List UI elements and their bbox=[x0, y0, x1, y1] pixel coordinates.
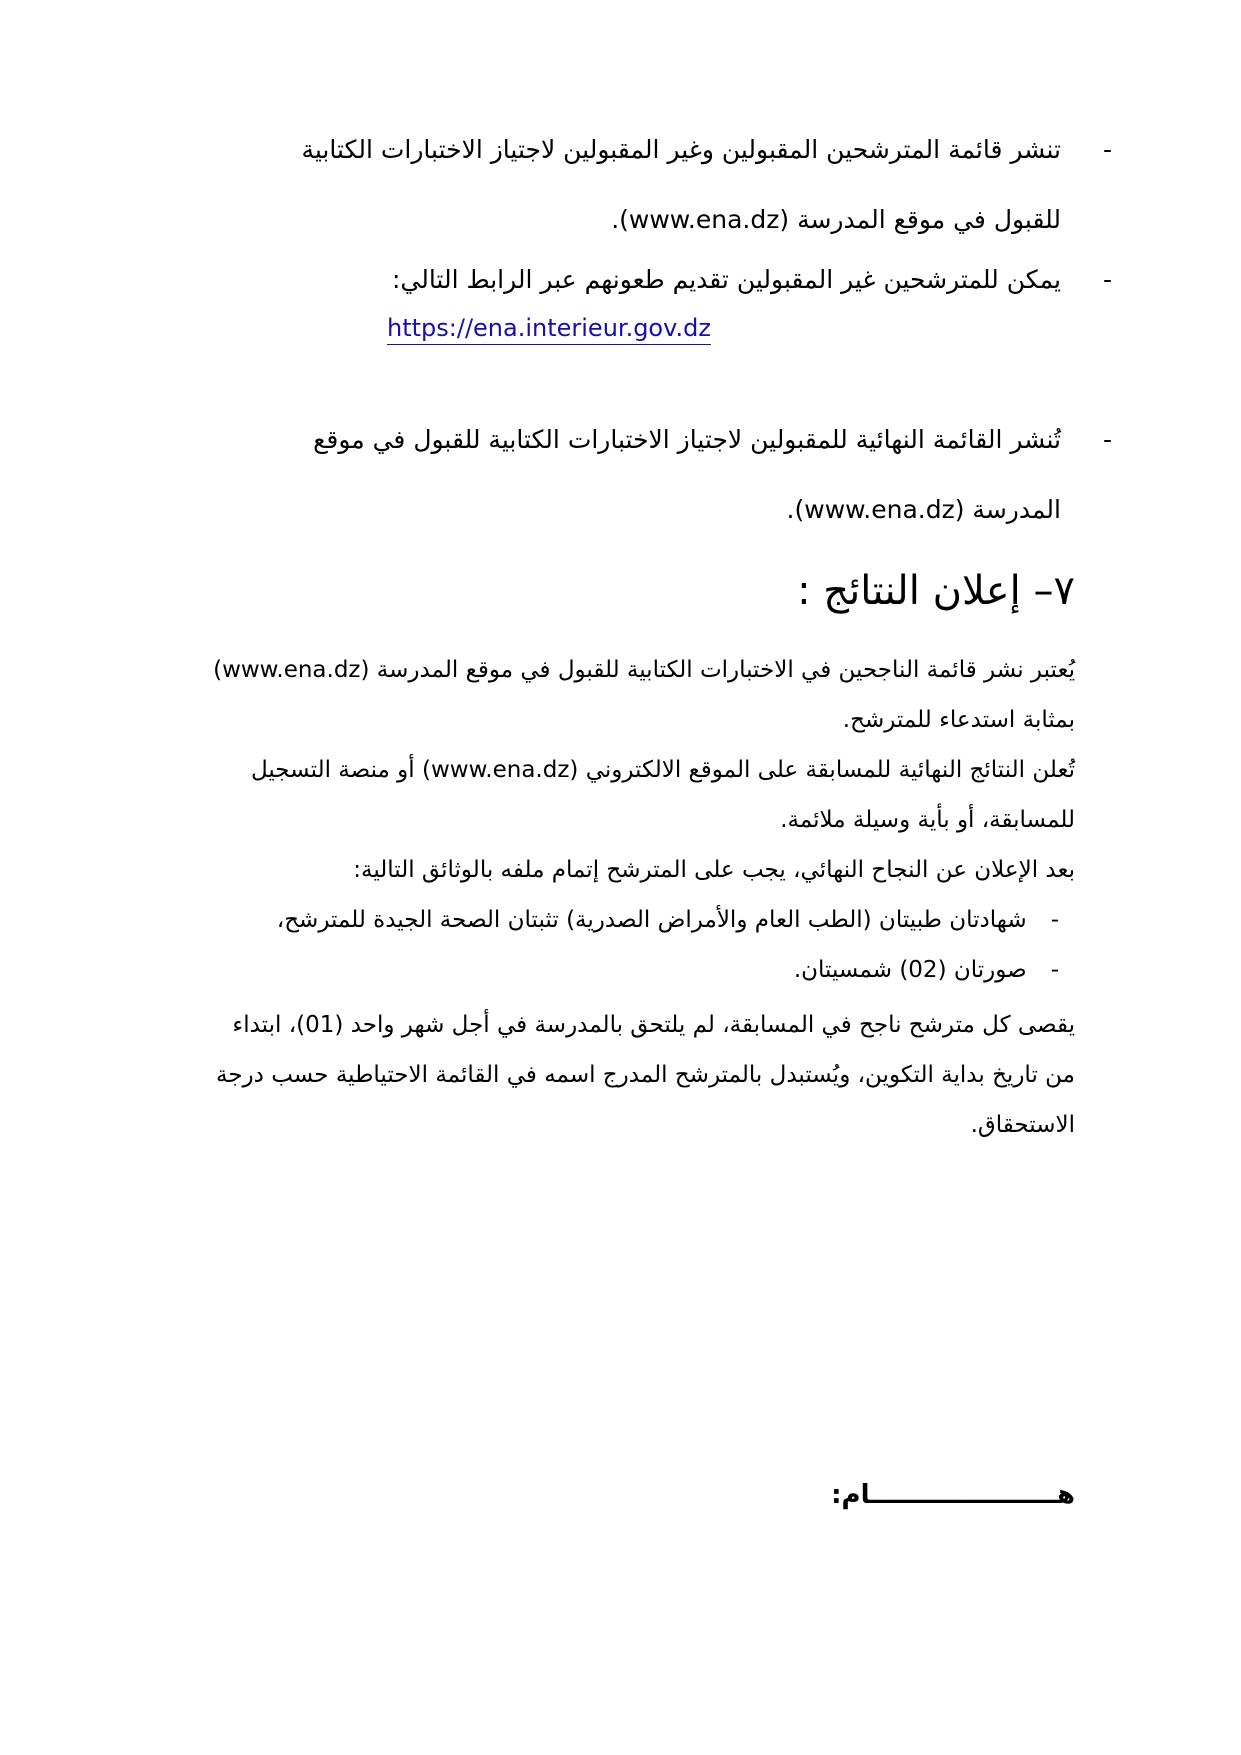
bullet-dash: - bbox=[1102, 265, 1112, 294]
bullet-dash: - bbox=[1050, 957, 1059, 983]
bullet-dash: - bbox=[1050, 907, 1059, 933]
paragraph-line: يُعتبر نشر قائمة الناجحين في الاختبارات الكتابية للقبول في موقع المدرسة (www.ena.dz) bbox=[213, 657, 1075, 683]
paragraph-documents-intro bbox=[75, 845, 1075, 895]
paragraph-line: تُعلن النتائج النهائية للمسابقة على الموقع الالكتروني (www.ena.dz) أو منصة التسجيل bbox=[250, 757, 1075, 783]
appeal-link[interactable]: https://ena.interieur.gov.dz bbox=[387, 314, 711, 342]
bullet-line: تُنشر القائمة النهائية للمقبولين لاجتياز الاختبارات الكتابية للقبول في موقع bbox=[313, 425, 1061, 454]
bullet-line: يمكن للمترشحين غير المقبولين تقديم طعونهم عبر الرابط التالي: bbox=[391, 265, 1061, 294]
important-label: هـــــــــــــــــــــام: bbox=[831, 1480, 1075, 1510]
bullet-dash: - bbox=[1102, 425, 1112, 454]
paragraph-final-results bbox=[75, 745, 1075, 845]
bullet-line: تنشر قائمة المترشحين المقبولين وغير المقبولين لاجتياز الاختبارات الكتابية bbox=[301, 135, 1061, 164]
document-item-text: شهادتان طبيتان (الطب العام والأمراض الصدرية) تثبتان الصحة الجيدة للمترشح، bbox=[276, 907, 1027, 933]
bullet-publication-list bbox=[113, 115, 1112, 255]
bullet-appeals bbox=[113, 245, 1112, 315]
bullet-line: للقبول في موقع المدرسة (www.ena.dz). bbox=[611, 205, 1061, 234]
bullet-line: المدرسة (www.ena.dz). bbox=[786, 495, 1061, 524]
paragraph-exclusion bbox=[75, 1000, 1075, 1150]
section-heading-results: ٧– إعلان النتائج : bbox=[797, 568, 1075, 614]
paragraph-list-as-summons bbox=[75, 645, 1075, 745]
paragraph-line: من تاريخ بداية التكوين، ويُستبدل بالمترشح المدرج اسمه في القائمة الاحتياطية حسب درجة bbox=[216, 1062, 1075, 1088]
paragraph-line: الاستحقاق. bbox=[970, 1112, 1075, 1138]
bullet-dash: - bbox=[1102, 135, 1112, 164]
document-item-medical bbox=[99, 895, 1059, 945]
bullet-final-list bbox=[113, 405, 1112, 545]
paragraph-line: بمثابة استدعاء للمترشح. bbox=[842, 707, 1075, 733]
paragraph-line: يقصى كل مترشح ناجح في المسابقة، لم يلتحق بالمدرسة في أجل شهر واحد (01)، ابتداء bbox=[232, 1012, 1075, 1038]
document-item-photos bbox=[99, 945, 1059, 995]
document-item-text: صورتان (02) شمسيتان. bbox=[793, 957, 1027, 983]
paragraph-line: للمسابقة، أو بأية وسيلة ملائمة. bbox=[780, 807, 1075, 833]
paragraph-line: بعد الإعلان عن النجاح النهائي، يجب على المترشح إتمام ملفه بالوثائق التالية: bbox=[353, 857, 1075, 883]
